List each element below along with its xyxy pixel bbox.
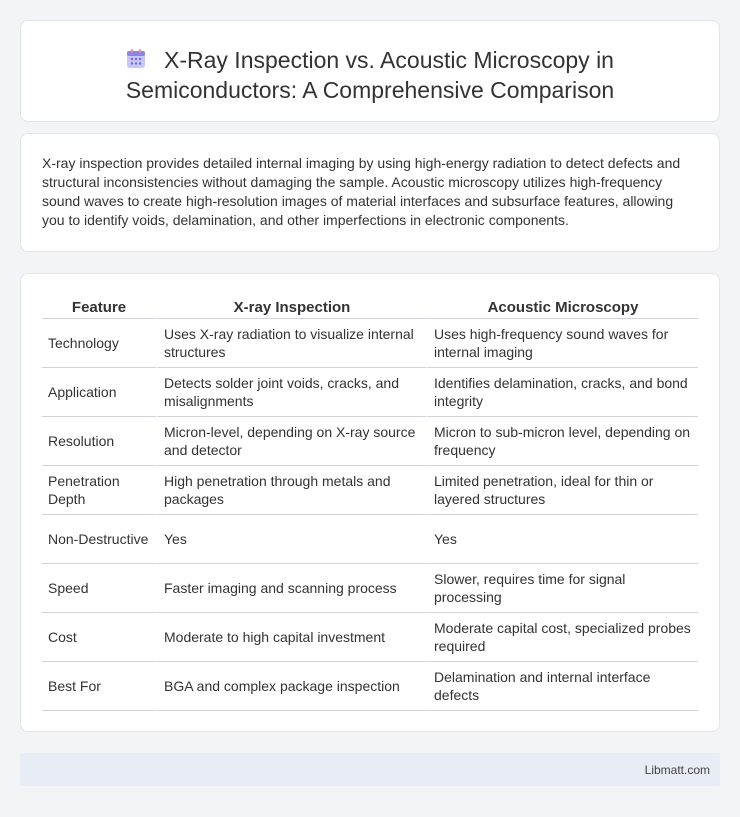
cell-feature: Cost [42,613,156,662]
cell-xray: Uses X-ray radiation to visualize internal structures [156,319,426,368]
header-acoustic: Acoustic Microscopy [426,294,698,319]
cell-feature: Best For [42,662,156,711]
calendar-icon [126,49,146,69]
table-row [42,368,698,417]
intro-paragraph: X-ray inspection provides detailed internal imaging by using high-energy radiation to detect defects and structural inconsistencies without damaging the sample. Acoustic microscopy utilizes high-frequency sound waves to create high-resolution images of material interfaces and subsurface features, allowing you to identify voids, delamination, and other imperfections in electronic components. [42,155,681,228]
cell-acoustic: Limited penetration, ideal for thin or layered structures [426,466,698,515]
cell-acoustic: Yes [426,515,698,564]
cell-xray: BGA and complex package inspection [156,662,426,711]
table-row [42,466,698,515]
cell-xray: Faster imaging and scanning process [156,564,426,613]
header-xray: X-ray Inspection [156,294,426,319]
footer-site-link[interactable]: Libmatt.com [644,763,710,777]
table-row [42,613,698,662]
cell-acoustic: Uses high-frequency sound waves for internal imaging [426,319,698,368]
table-row [42,564,698,613]
footer [20,753,720,786]
cell-xray: Micron-level, depending on X-ray source and detector [156,417,426,466]
cell-acoustic: Delamination and internal interface defects [426,662,698,711]
cell-acoustic: Moderate capital cost, specialized probes required [426,613,698,662]
page-title [21,45,719,105]
intro-card [20,133,720,252]
title-line-1: X-Ray Inspection vs. Acoustic Microscopy in [164,47,614,73]
cell-xray: Yes [156,515,426,564]
header-feature: Feature [42,294,156,319]
cell-xray: High penetration through metals and packages [156,466,426,515]
cell-xray: Detects solder joint voids, cracks, and misalignments [156,368,426,417]
title-line-2: Semiconductors: A Comprehensive Comparison [125,77,615,103]
cell-acoustic: Slower, requires time for signal processing [426,564,698,613]
cell-feature: Speed [42,564,156,613]
table-row [42,662,698,711]
cell-feature: Technology [42,319,156,368]
cell-acoustic: Identifies delamination, cracks, and bond integrity [426,368,698,417]
comparison-table [42,294,698,711]
cell-feature: Penetration Depth [42,466,156,515]
cell-feature: Non-Destructive [42,515,156,564]
title-card [20,20,720,122]
cell-feature: Application [42,368,156,417]
table-header-row [42,294,698,319]
cell-xray: Moderate to high capital investment [156,613,426,662]
table-row [42,319,698,368]
comparison-card [20,273,720,732]
table-row [42,515,698,564]
cell-acoustic: Micron to sub-micron level, depending on frequency [426,417,698,466]
cell-feature: Resolution [42,417,156,466]
table-row [42,417,698,466]
